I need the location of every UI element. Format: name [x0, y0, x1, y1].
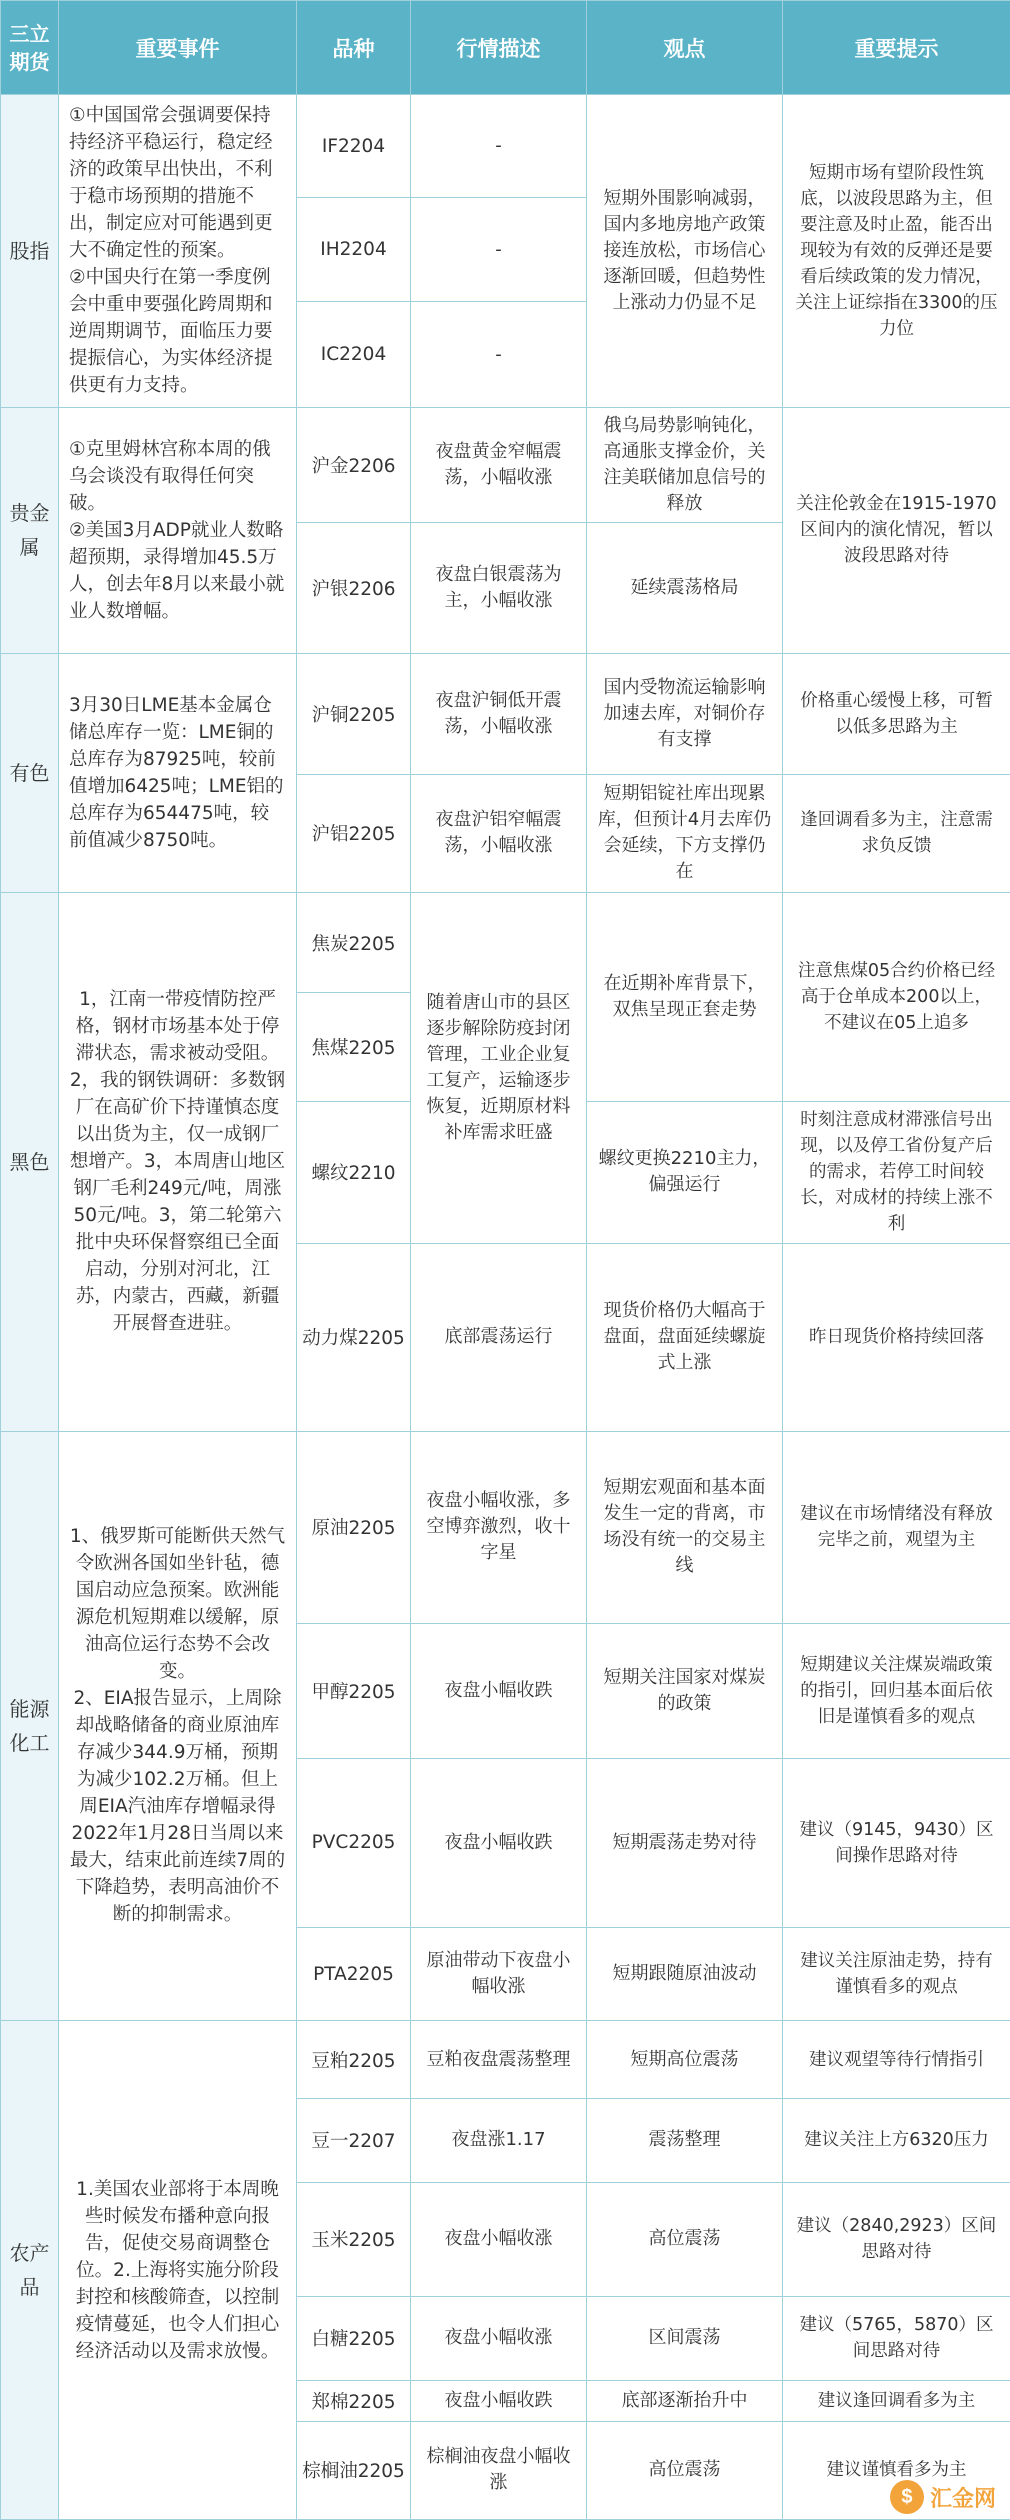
desc-cell: 夜盘小幅收跌 [411, 2380, 587, 2421]
variety-cell: 动力煤2205 [297, 1243, 411, 1431]
view-cell: 震荡整理 [587, 2098, 783, 2182]
variety-cell: 原油2205 [297, 1431, 411, 1623]
tip-cell: 建议观望等待行情指引 [783, 2021, 1010, 2099]
desc-cell: 夜盘黄金窄幅震荡，小幅收涨 [411, 407, 587, 522]
variety-cell: 焦煤2205 [297, 993, 411, 1101]
header-view: 观点 [587, 1, 783, 95]
view-cell: 短期宏观面和基本面发生一定的背离，市场没有统一的交易主线 [587, 1431, 783, 1623]
section-ferrous: 黑色 [1, 893, 59, 1432]
desc-cell: 夜盘小幅收涨 [411, 2182, 587, 2296]
variety-cell: IC2204 [297, 302, 411, 407]
variety-cell: 焦炭2205 [297, 893, 411, 993]
stock-tip: 短期市场有望阶段性筑底，以波段思路为主，但要注意及时止盈，能否出现较为有效的反弹还是要看后续政策的发力情况，关注上证综指在3300的压力位 [783, 95, 1010, 408]
energy-event-2: 2、EIA报告显示，上周除却战略储备的商业原油库存减少344.9万桶，预期为减少102.2万桶。但上周EIA汽油库存增幅录得2022年1月28日当周以来最大，结束此前连续7周的下降趋势，表明高油价不断的抑制需求。 [69, 1688, 286, 1926]
variety-cell: 豆一2207 [297, 2098, 411, 2182]
precious-event-1: ①克里姆林宫称本周的俄乌会谈没有取得任何突破。 [69, 438, 271, 514]
desc-cell: - [411, 302, 587, 407]
energy-event-1: 1、俄罗斯可能断供天然气令欧洲各国如坐针毡，德国启动应急预案。欧洲能源危机短期难以缓解，原油高位运行态势不会改变。 [69, 1526, 286, 1683]
ferrous-events: 1，江南一带疫情防控严格，钢材市场基本处于停滞状态，需求被动受阻。2，我的钢铁调研：多数钢厂在高矿价下持谨慎态度以出货为主，仅一成钢厂想增产。3，本周唐山地区钢厂毛利249元/吨，周涨50元/吨。3，第二轮第六批中央环保督察组已全面启动，分别对河北，江苏，内蒙古，西藏，新疆开展督查进驻。 [59, 893, 297, 1432]
stock-event-1: ①中国国常会强调要保持持经济平稳运行，稳定经济的政策早出快出，不利于稳市场预期的措施不出，制定应对可能遇到更大不确定性的预案。 [69, 105, 273, 262]
variety-cell: IF2204 [297, 95, 411, 198]
ferrous-tip-coal: 昨日现货价格持续回落 [783, 1243, 1010, 1431]
tip-cell: 逢回调看多为主，注意需求负反馈 [783, 774, 1010, 893]
variety-cell: 沪铝2205 [297, 774, 411, 893]
desc-cell: 豆粕夜盘震荡整理 [411, 2021, 587, 2099]
tip-cell: 建议（2840,2923）区间思路对待 [783, 2182, 1010, 2296]
desc-cell: 夜盘小幅收涨 [411, 2297, 587, 2381]
tip-cell: 建议（5765，5870）区间思路对待 [783, 2297, 1010, 2381]
desc-cell: - [411, 198, 587, 302]
view-cell: 俄乌局势影响钝化，高通胀支撑金价，关注美联储加息信号的释放 [587, 407, 783, 522]
view-cell: 高位震荡 [587, 2182, 783, 2296]
variety-cell: 螺纹2210 [297, 1101, 411, 1243]
desc-cell: 夜盘沪铜低开震荡，小幅收涨 [411, 653, 587, 774]
precious-events [59, 407, 297, 653]
tip-cell: 短期建议关注煤炭端政策的指引，回归基本面后依旧是谨慎看多的观点 [783, 1623, 1010, 1758]
view-cell: 高位震荡 [587, 2421, 783, 2519]
view-cell: 区间震荡 [587, 2297, 783, 2381]
section-stock: 股指 [1, 95, 59, 408]
section-precious: 贵金属 [1, 407, 59, 653]
table-row [1, 407, 1010, 522]
desc-cell: 夜盘白银震荡为主，小幅收涨 [411, 523, 587, 654]
view-cell: 短期关注国家对煤炭的政策 [587, 1623, 783, 1758]
tip-cell: 建议谨慎看多为主 [783, 2421, 1010, 2519]
section-agri: 农产品 [1, 2021, 59, 2520]
coin-icon: $ [890, 2480, 924, 2514]
ferrous-view-rebar: 螺纹更换2210主力，偏强运行 [587, 1101, 783, 1243]
view-cell: 延续震荡格局 [587, 523, 783, 654]
desc-cell: 夜盘沪铝窄幅震荡，小幅收涨 [411, 774, 587, 893]
variety-cell: 郑棉2205 [297, 2380, 411, 2421]
table-row [1, 2021, 1010, 2099]
desc-cell: 原油带动下夜盘小幅收涨 [411, 1928, 587, 2021]
stock-events [59, 95, 297, 408]
desc-cell: - [411, 95, 587, 198]
variety-cell: 棕榈油2205 [297, 2421, 411, 2519]
tip-cell: 建议关注原油走势，持有谨慎看多的观点 [783, 1928, 1010, 2021]
precious-tip: 关注伦敦金在1915-1970区间内的演化情况，暂以波段思路对待 [783, 407, 1010, 653]
precious-event-2: ②美国3月ADP就业人数略超预期，录得增加45.5万人，创去年8月以来最小就业人数增幅。 [69, 519, 285, 622]
view-cell: 短期高位震荡 [587, 2021, 783, 2099]
tip-cell: 价格重心缓慢上移，可暂以低多思路为主 [783, 653, 1010, 774]
variety-cell: 沪银2206 [297, 523, 411, 654]
ferrous-view-coal: 现货价格仍大幅高于盘面，盘面延续螺旋式上涨 [587, 1243, 783, 1431]
nonferrous-events: 3月30日LME基本金属仓储总库存一览：LME铜的总库存为87925吨，较前值增加6425吨；LME铝的总库存为654475吨，较前值减少8750吨。 [59, 653, 297, 892]
desc-cell: 夜盘小幅收跌 [411, 1623, 587, 1758]
tip-cell: 建议逢回调看多为主 [783, 2380, 1010, 2421]
variety-cell: 豆粕2205 [297, 2021, 411, 2099]
view-cell: 国内受物流运输影响加速去库，对铜价存有支撑 [587, 653, 783, 774]
view-cell: 底部逐渐抬升中 [587, 2380, 783, 2421]
header-variety: 品种 [297, 1, 411, 95]
table-row [1, 893, 1010, 993]
view-cell: 短期跟随原油波动 [587, 1928, 783, 2021]
desc-cell: 棕榈油夜盘小幅收涨 [411, 2421, 587, 2519]
variety-cell: 沪铜2205 [297, 653, 411, 774]
desc-cell: 夜盘小幅收涨，多空博弈激烈，收十字星 [411, 1431, 587, 1623]
watermark-text: 汇金网 [929, 2486, 996, 2512]
view-cell: 短期震荡走势对待 [587, 1758, 783, 1928]
agri-events: 1.美国农业部将于本周晚些时候发布播种意向报告，促使交易商调整仓位。2.上海将实施分阶段封控和核酸筛查，以控制疫情蔓延，也令人们担心经济活动以及需求放慢。 [59, 2021, 297, 2520]
variety-cell: 甲醇2205 [297, 1623, 411, 1758]
energy-events [59, 1431, 297, 2021]
variety-cell: 白糖2205 [297, 2297, 411, 2381]
desc-cell: 夜盘涨1.17 [411, 2098, 587, 2182]
variety-cell: 玉米2205 [297, 2182, 411, 2296]
ferrous-desc-coal: 底部震荡运行 [411, 1243, 587, 1431]
table-row [1, 1431, 1010, 1623]
variety-cell: PVC2205 [297, 1758, 411, 1928]
variety-cell: PTA2205 [297, 1928, 411, 2021]
header-corner: 三立期货 [1, 1, 59, 95]
tip-cell: 建议关注上方6320压力 [783, 2098, 1010, 2182]
variety-cell: IH2204 [297, 198, 411, 302]
section-energy: 能源化工 [1, 1431, 59, 2021]
table-row [1, 95, 1010, 198]
ferrous-desc-shared: 随着唐山市的县区逐步解除防疫封闭管理，工业企业复工复产，运输逐步恢复，近期原材料补库需求旺盛 [411, 893, 587, 1243]
header-tip: 重要提示 [783, 1, 1010, 95]
header-desc: 行情描述 [411, 1, 587, 95]
tip-cell: 建议在市场情绪没有释放完毕之前，观望为主 [783, 1431, 1010, 1623]
stock-event-2: ②中国央行在第一季度例会中重申要强化跨周期和逆周期调节，面临压力要提振信心，为实体经济提供更有力支持。 [69, 267, 273, 397]
ferrous-tip-coke: 注意焦煤05合约价格已经高于仓单成本200以上，不建议在05上追多 [783, 893, 1010, 1101]
variety-cell: 沪金2206 [297, 407, 411, 522]
table-row [1, 653, 1010, 774]
header-row [1, 1, 1010, 95]
ferrous-tip-rebar: 时刻注意成材滞涨信号出现，以及停工省份复产后的需求，若停工时间较长，对成材的持续上涨不利 [783, 1101, 1010, 1243]
stock-view: 短期外围影响减弱，国内多地房地产政策接连放松，市场信心逐渐回暖，但趋势性上涨动力仍显不足 [587, 95, 783, 408]
desc-cell: 夜盘小幅收跌 [411, 1758, 587, 1928]
tip-cell: 建议（9145，9430）区间操作思路对待 [783, 1758, 1010, 1928]
watermark [890, 2480, 996, 2514]
section-nonferrous: 有色 [1, 653, 59, 892]
ferrous-view-coke: 在近期补库背景下，双焦呈现正套走势 [587, 893, 783, 1101]
header-events: 重要事件 [59, 1, 297, 95]
view-cell: 短期铝锭社库出现累库，但预计4月去库仍会延续，下方支撑仍在 [587, 774, 783, 893]
